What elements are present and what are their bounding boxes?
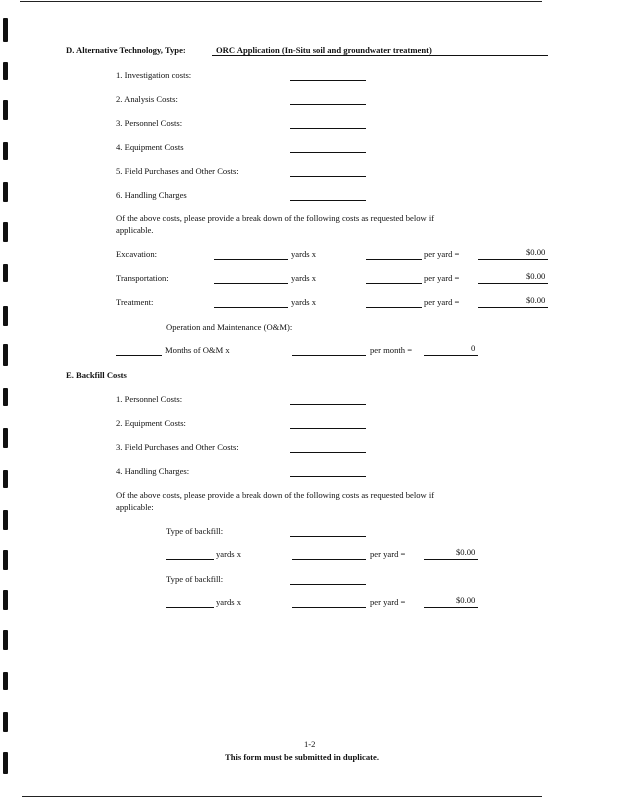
binding-mark xyxy=(3,630,8,650)
om-amount-line xyxy=(424,355,478,356)
breakdown-note: applicable: xyxy=(116,502,154,512)
amount-line xyxy=(478,283,548,284)
binding-mark xyxy=(3,712,8,732)
backfill-type-label: Type of backfill: xyxy=(166,574,224,584)
breakdown-note: applicable. xyxy=(116,225,154,235)
backfill-item-label: 3. Field Purchases and Other Costs: xyxy=(116,442,239,452)
technology-type-value[interactable]: ORC Application (In-Situ soil and groundwater treatment) xyxy=(216,45,432,55)
cost-input-line[interactable] xyxy=(290,428,366,429)
om-rate-input-line[interactable] xyxy=(292,355,366,356)
binding-mark xyxy=(3,100,8,120)
binding-mark xyxy=(3,428,8,448)
backfill-item-label: 1. Personnel Costs: xyxy=(116,394,183,404)
cost-input-line[interactable] xyxy=(290,104,366,105)
backfill-type-input-line[interactable] xyxy=(290,536,366,537)
rate-input-line[interactable] xyxy=(292,607,366,608)
yards-label: yards x xyxy=(291,297,317,307)
om-months-label: Months of O&M x xyxy=(165,345,230,355)
amount-line xyxy=(424,607,478,608)
binding-mark xyxy=(3,672,8,690)
binding-mark xyxy=(3,550,8,570)
yards-input-line[interactable] xyxy=(214,259,288,260)
binding-mark xyxy=(3,470,8,488)
binding-mark xyxy=(3,590,8,610)
binding-mark xyxy=(3,752,8,774)
cost-input-line[interactable] xyxy=(290,80,366,81)
yards-label: yards x xyxy=(216,597,242,607)
duplicate-note: This form must be submitted in duplicate. xyxy=(225,752,379,762)
binding-mark xyxy=(3,62,8,80)
amount-line xyxy=(424,559,478,560)
technology-type-line xyxy=(212,55,548,56)
binding-mark xyxy=(3,222,8,242)
binding-mark xyxy=(3,344,8,366)
breakdown-note: Of the above costs, please provide a break down of the following costs as requested below if xyxy=(116,490,435,500)
backfill-type-label: Type of backfill: xyxy=(166,526,224,536)
backfill-item-label: 4. Handling Charges: xyxy=(116,466,190,476)
amount-value: $0.00 xyxy=(526,271,546,281)
page-number: 1-2 xyxy=(304,739,316,749)
top-edge-line xyxy=(20,1,542,2)
yards-input-line[interactable] xyxy=(166,607,214,608)
amount-value: $0.00 xyxy=(456,595,476,605)
cost-item-label: 1. Investigation costs: xyxy=(116,70,192,80)
yards-label: yards x xyxy=(291,249,317,259)
backfill-type-input-line[interactable] xyxy=(290,584,366,585)
breakdown-row-label: Excavation: xyxy=(116,249,158,259)
cost-input-line[interactable] xyxy=(290,200,366,201)
yards-input-line[interactable] xyxy=(166,559,214,560)
per-yard-label: per yard = xyxy=(370,597,406,607)
per-yard-label: per yard = xyxy=(424,297,460,307)
cost-input-line[interactable] xyxy=(290,476,366,477)
backfill-item-label: 2. Equipment Costs: xyxy=(116,418,186,428)
rate-input-line[interactable] xyxy=(366,283,422,284)
breakdown-row-label: Treatment: xyxy=(116,297,154,307)
yards-input-line[interactable] xyxy=(214,283,288,284)
binding-mark xyxy=(3,264,8,282)
rate-input-line[interactable] xyxy=(292,559,366,560)
amount-value: $0.00 xyxy=(526,295,546,305)
binding-mark xyxy=(3,388,8,406)
binding-mark xyxy=(3,182,8,202)
om-heading: Operation and Maintenance (O&M): xyxy=(166,322,293,332)
cost-input-line[interactable] xyxy=(290,176,366,177)
cost-item-label: 4. Equipment Costs xyxy=(116,142,184,152)
cost-item-label: 2. Analysis Costs: xyxy=(116,94,178,104)
rate-input-line[interactable] xyxy=(366,307,422,308)
cost-input-line[interactable] xyxy=(290,152,366,153)
bottom-edge-line xyxy=(22,796,542,797)
cost-input-line[interactable] xyxy=(290,452,366,453)
section-e-heading: E. Backfill Costs xyxy=(66,370,127,380)
amount-line xyxy=(478,259,548,260)
amount-value: $0.00 xyxy=(456,547,476,557)
yards-input-line[interactable] xyxy=(214,307,288,308)
binding-mark xyxy=(3,510,8,530)
cost-input-line[interactable] xyxy=(290,128,366,129)
per-yard-label: per yard = xyxy=(424,273,460,283)
amount-value: $0.00 xyxy=(526,247,546,257)
binding-mark xyxy=(3,142,8,160)
cost-item-label: 3. Personnel Costs: xyxy=(116,118,183,128)
binding-mark xyxy=(3,306,8,326)
per-yard-label: per yard = xyxy=(424,249,460,259)
amount-line xyxy=(478,307,548,308)
section-d-heading: D. Alternative Technology, Type: xyxy=(66,45,186,55)
per-yard-label: per yard = xyxy=(370,549,406,559)
om-per-month-label: per month = xyxy=(370,345,413,355)
breakdown-row-label: Transportation: xyxy=(116,273,169,283)
yards-label: yards x xyxy=(216,549,242,559)
om-months-input-line[interactable] xyxy=(116,355,162,356)
binding-mark xyxy=(3,18,8,42)
cost-input-line[interactable] xyxy=(290,404,366,405)
yards-label: yards x xyxy=(291,273,317,283)
rate-input-line[interactable] xyxy=(366,259,422,260)
cost-item-label: 5. Field Purchases and Other Costs: xyxy=(116,166,239,176)
breakdown-note: Of the above costs, please provide a break down of the following costs as requested below if xyxy=(116,213,435,223)
cost-item-label: 6. Handling Charges xyxy=(116,190,187,200)
om-amount-value: 0 xyxy=(471,343,476,353)
